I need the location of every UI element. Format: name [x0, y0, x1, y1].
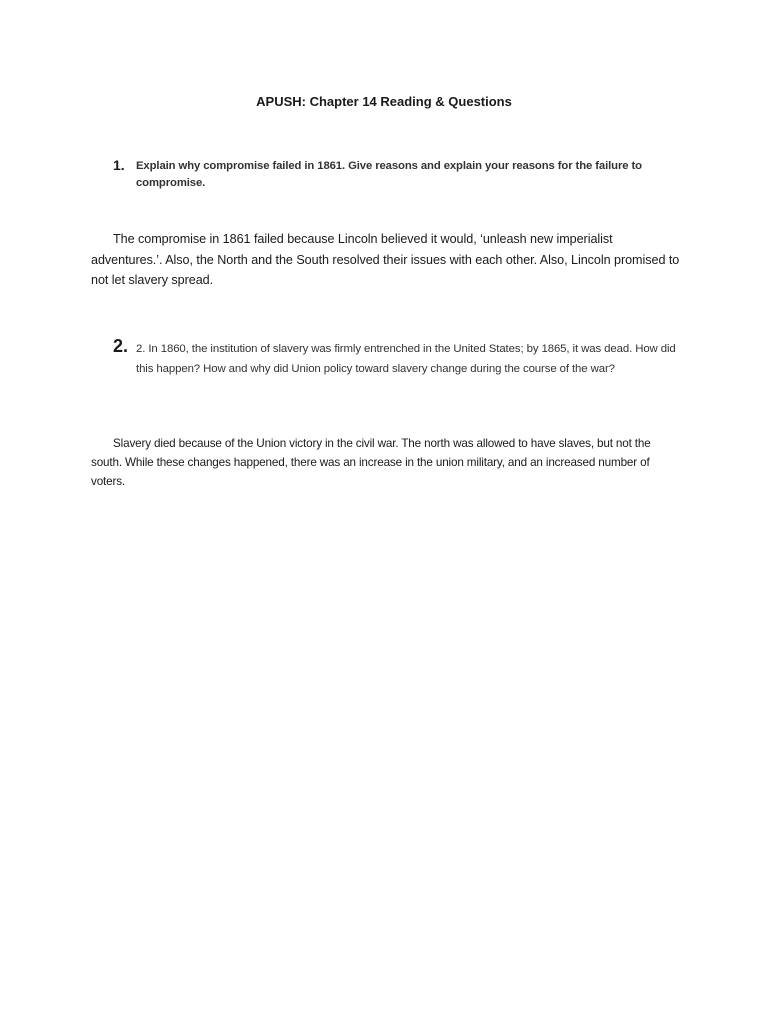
answer-1: The compromise in 1861 failed because Lincoln believed it would, ‘unleash new imperialist adventures.’. Also, the North and the South resolved their issues with each other. Also, Lincoln promised to not let slavery spread.: [91, 232, 680, 287]
page-title: APUSH: Chapter 14 Reading & Questions: [256, 94, 512, 109]
answer-2: Slavery died because of the Union victory in the civil war. The north was allowed to have slaves, but not the south. While these changes happened, there was an increase in the union military, and an increased number of voters.: [91, 437, 651, 488]
question-text: 2. In 1860, the institution of slavery was firmly entrenched in the United States; by 1865, it was dead. How did this happen? How and why did Union policy toward slavery change during the course of the war?: [136, 343, 676, 375]
question-text: Explain why compromise failed in 1861. Give reasons and explain your reasons for the failure to compromise.: [136, 160, 642, 189]
question-number: 1.: [113, 157, 125, 173]
question-number: 2.: [113, 336, 129, 356]
